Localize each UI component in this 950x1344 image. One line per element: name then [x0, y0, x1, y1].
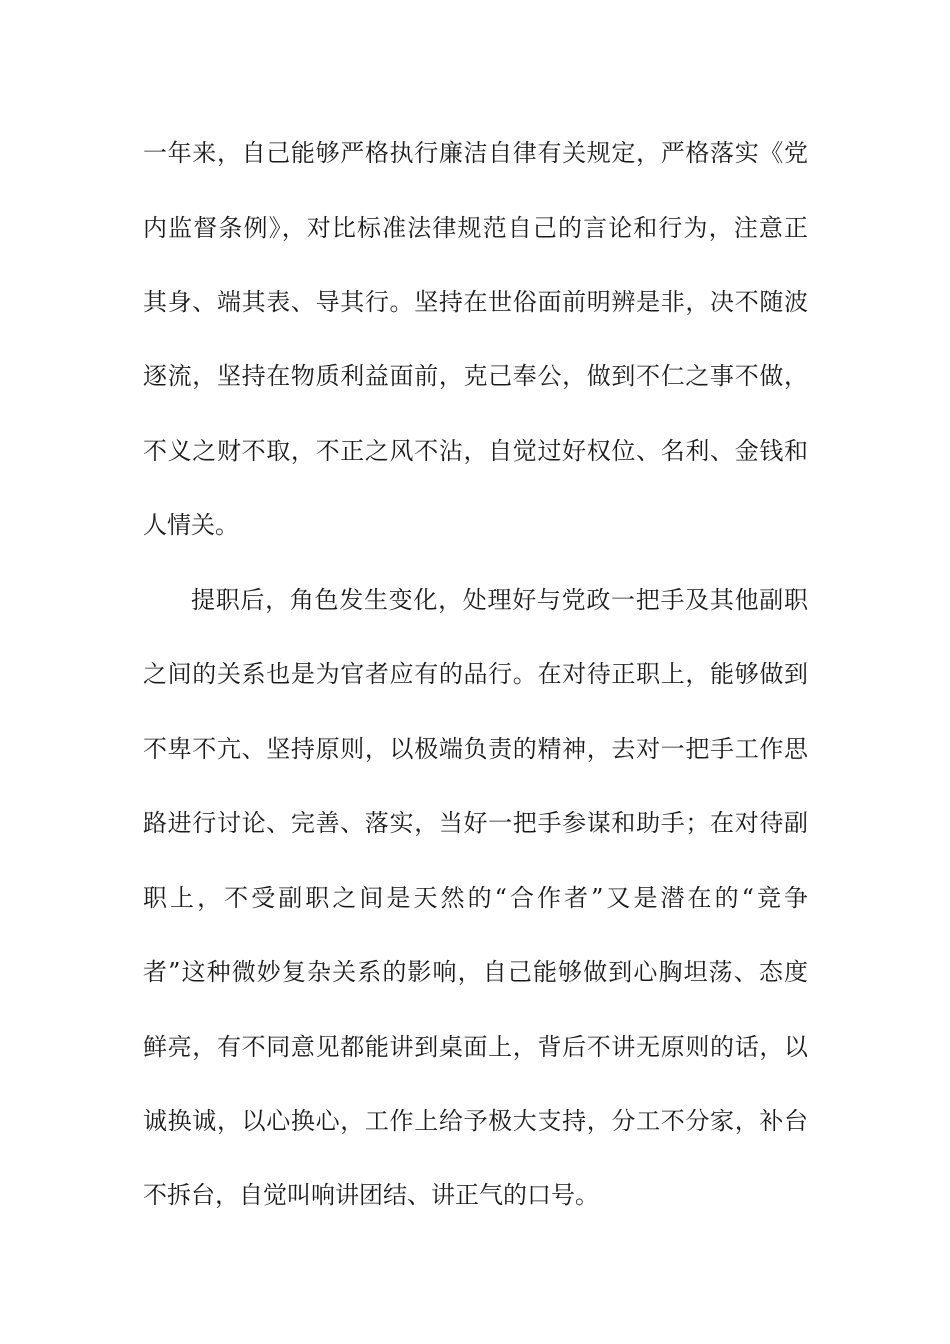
paragraph-2-line-8: 诚换诚，以心换心，工作上给予极大支持，分工不分家，补台 [143, 1107, 808, 1135]
paragraph-1-line-3: 其身、端其表、导其行。坚持在世俗面前明辨是非，决不随波 [143, 288, 808, 316]
paragraph-1-line-4: 逐流，坚持在物质利益面前，克己奉公，做到不仁之事不做， [143, 362, 808, 390]
paragraph-2-line-5: 职上，不受副职之间是天然的“合作者”又是潜在的“竞争 [143, 884, 808, 912]
paragraph-1-line-1: 一年来，自己能够严格执行廉洁自律有关规定，严格落实《党 [143, 139, 808, 167]
paragraph-2-line-9: 不拆台，自觉叫响讲团结、讲正气的口号。 [143, 1181, 599, 1209]
paragraph-2-line-2: 之间的关系也是为官者应有的品行。在对待正职上，能够做到 [143, 660, 808, 688]
paragraph-1-line-5: 不义之财不取，不正之风不沾，自觉过好权位、名利、金钱和 [143, 437, 808, 465]
paragraph-2-line-6: 者”这种微妙复杂关系的影响，自己能够做到心胸坦荡、态度 [143, 958, 808, 986]
paragraph-2-line-3: 不卑不亢、坚持原则，以极端负责的精神，去对一把手工作思 [143, 735, 808, 763]
paragraph-2-line-4: 路进行讨论、完善、落实，当好一把手参谋和助手；在对待副 [143, 809, 808, 837]
paragraph-2-line-7: 鲜亮，有不同意见都能讲到桌面上，背后不讲无原则的话，以 [143, 1033, 808, 1061]
paragraph-1-line-2: 内监督条例》，对比标准法律规范自己的言论和行为，注意正 [143, 214, 808, 242]
paragraph-1-line-6: 人情关。 [143, 511, 239, 539]
paragraph-2-line-1: 提职后，角色发生变化，处理好与党政一把手及其他副职 [191, 586, 808, 614]
